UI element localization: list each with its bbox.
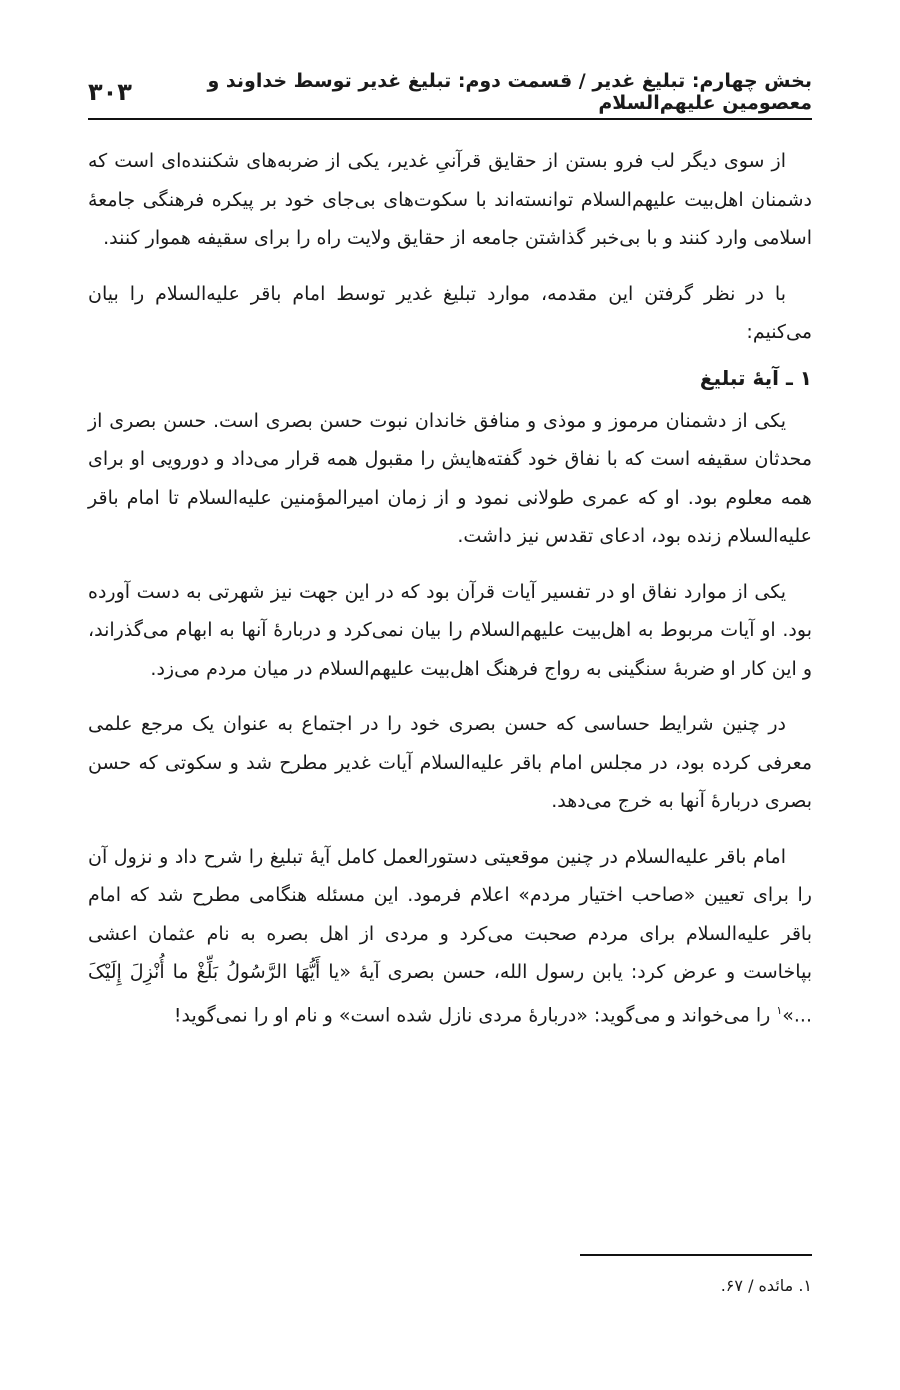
paragraph-5: در چنین شرایط حساسی که حسن بصری خود را در اجتماع به عنوان یک مرجع علمی معرفی کرده بود، در مجلس امام باقر علیه‌السلام آیات غدیر مطرح شد و سکوتی که حسن بصری دربارهٔ آنها به خرج می‌دهد. xyxy=(88,713,812,812)
paragraph-4: یکی از موارد نفاق او در تفسیر آیات قرآن بود که در این جهت نیز شهرتی به دست آورده بود. او آیات مربوط به اهل‌بیت علیهم‌السلام را بیان نمی‌کرد و دربارهٔ آنها به ابهام می‌گذراند، و این کار او ضربهٔ سنگینی به رواج فرهنگ اهل‌بیت علیهم‌السلام در میان مردم می‌زد. xyxy=(88,580,812,680)
section-heading: ۱ ـ آیهٔ تبلیغ xyxy=(699,365,812,390)
footnote-ref[interactable]: ۱ xyxy=(776,1003,783,1017)
footnote-rule xyxy=(580,1254,812,1256)
paragraph-1: از سوی دیگر لب فرو بستن از حقایق قرآنیِ غدیر، یکی از ضربه‌های شکننده‌ای است که دشمنان اهل‌بیت علیهم‌السلام توانسته‌اند با سکوت‌های بی‌جای خود بر پیکره فرهنگی جامعهٔ اسلامی وارد کنند و با بی‌خبر گذاشتن جامعه از حقایق ولایت راه را برای سقیفه هموار کنند. xyxy=(88,150,812,249)
paragraph-3: یکی از دشمنان مرموز و موذی و منافق خاندان نبوت حسن بصری است. حسن بصری از محدثان سقیفه است که با نفاق خود گفته‌هایش را مقبول همه قرار می‌داد و دورویی او برای همه معلوم بود. او که عمری طولانی نمود و از زمان امیرالمؤمنین علیه‌السلام تا امام باقر علیه‌السلام زنده بود، ادعای تقدس نیز داشت. xyxy=(88,409,812,547)
paragraph-6-text: امام باقر علیه‌السلام در چنین موقعیتی دستورالعمل کامل آیهٔ تبلیغ را شرح داد و نزول آن را برای تعیین «صاحب اختیار مردم» اعلام فرمود. این مسئله هنگامی مطرح شد که امام باقر علیه‌السلام برای مردم صحبت می‌کرد و مردی از اهل بصره به نام عثمان اعشی بپاخاست و عرض کرد: یابن رسول الله، حسن بصری آیهٔ «یا أَیُّهَا الرَّسُولُ بَلِّغْ ما أُنْزِلَ إِلَیْکَ ...» xyxy=(88,845,812,1026)
body-text xyxy=(88,142,812,1051)
footnote: ۱. مائده / ۶۷. xyxy=(720,1276,812,1295)
paragraph-6-text-end: را می‌خواند و می‌گوید: «دربارهٔ مردی نازل شده است» و نام او را نمی‌گوید! xyxy=(173,1003,777,1026)
paragraph-2: با در نظر گرفتن این مقدمه، موارد تبلیغ غدیر توسط امام باقر علیه‌السلام را بیان می‌کنیم: xyxy=(88,282,812,343)
page-header xyxy=(88,72,812,112)
paragraph-6 xyxy=(88,838,812,1035)
page-number: ۳۰۳ xyxy=(88,78,132,106)
running-title: بخش چهارم: تبلیغ غدیر / قسمت دوم: تبلیغ غدیر توسط خداوند و معصومین علیهم‌السلام xyxy=(207,70,812,114)
header-rule xyxy=(88,118,812,120)
